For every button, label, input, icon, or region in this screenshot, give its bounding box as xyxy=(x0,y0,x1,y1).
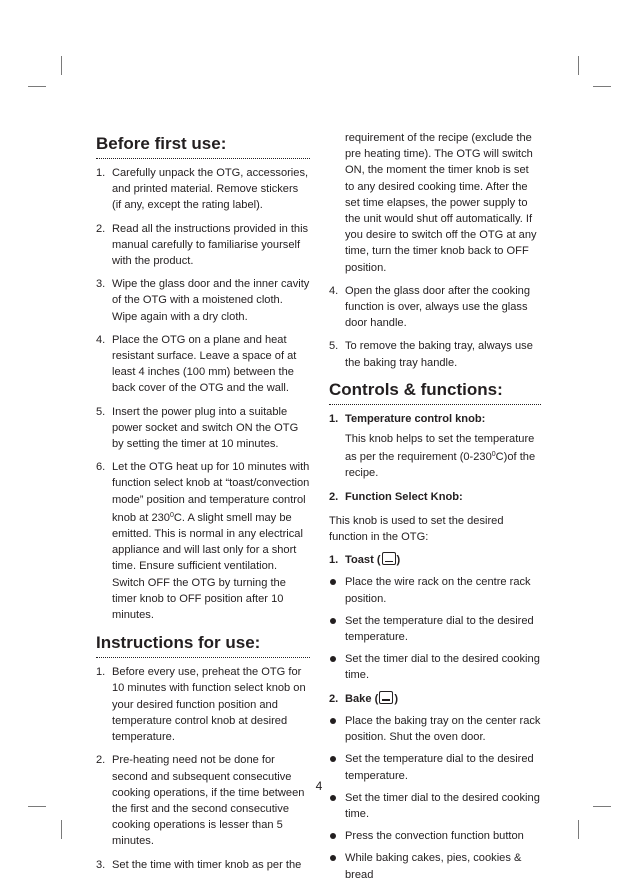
before-item xyxy=(96,332,310,397)
item-number: 2. xyxy=(329,692,339,705)
instruction-item xyxy=(96,857,310,873)
before-first-use-heading: Before first use: xyxy=(96,134,310,159)
function-knob-title xyxy=(329,489,541,505)
crop-mark xyxy=(61,820,62,839)
item-text: Set the time with timer knob as per the xyxy=(112,858,302,871)
bake-bullet xyxy=(329,713,541,745)
item-number: 5. xyxy=(96,405,106,418)
bullet-icon xyxy=(330,579,336,585)
item-number: 6. xyxy=(96,461,106,474)
item-number: 2. xyxy=(96,754,106,767)
item-label: Temperature control knob: xyxy=(345,412,486,425)
bullet-text: Set the temperature dial to the desired temperature. xyxy=(345,614,534,644)
bullet-text: While baking cakes, pies, cookies & bread xyxy=(345,852,522,881)
bullet-text: Place the baking tray on the center rack position. Shut the oven door. xyxy=(345,714,541,744)
bake-title xyxy=(329,691,541,707)
item-number: 3. xyxy=(96,858,106,871)
crop-mark xyxy=(593,86,611,87)
item-text: Insert the power plug into a suitable power socket and switch ON the OTG by setting the timer at 10 minutes. xyxy=(112,405,299,451)
before-item xyxy=(96,459,310,623)
item-number: 1. xyxy=(96,167,106,179)
crop-mark xyxy=(28,86,46,87)
bake-bullet xyxy=(329,828,541,844)
function-knob-text: This knob is used to set the desired function in the OTG: xyxy=(329,514,504,544)
item-text-part: Let the OTG heat up for 10 minutes with function select knob at “toast/convection mode” position and temperature control knob at 230 xyxy=(112,461,310,524)
item-number: 1. xyxy=(329,554,339,567)
item-text xyxy=(112,459,310,623)
degree-superscript: 0 xyxy=(491,451,496,459)
bullet-icon xyxy=(330,756,336,762)
item-text: Place the OTG on a plane and heat resistant surface. Leave a space of at least 4 inches (100 mm) between the back cover of the OTG and the wall. xyxy=(112,333,297,395)
item-number: 3. xyxy=(96,278,106,291)
crop-mark xyxy=(28,806,46,807)
instruction-item xyxy=(329,283,541,332)
item-number: 4. xyxy=(96,333,106,346)
instruction-item xyxy=(329,338,541,370)
bake-bullet xyxy=(329,850,541,882)
text-part: This knob helps to set the temperature as per the requirement (0-230 xyxy=(345,433,535,464)
bullet-icon xyxy=(330,833,336,839)
before-item xyxy=(96,221,310,270)
bullet-text: Set the timer dial to the desired cooking time. xyxy=(345,791,540,820)
temperature-knob-title xyxy=(329,411,541,427)
right-column xyxy=(329,130,541,883)
item-text: Open the glass door after the cooking function is over, always use the glass door handle. xyxy=(345,284,531,330)
bullet-text: Set the temperature dial to the desired temperature. xyxy=(345,753,534,782)
before-item xyxy=(96,165,310,214)
item-number: 2. xyxy=(96,222,106,235)
left-column xyxy=(96,130,310,873)
item-label: ) xyxy=(394,692,399,705)
toast-bullet xyxy=(329,574,541,606)
bullet-icon xyxy=(330,718,336,724)
bullet-text: Press the convection function button xyxy=(345,830,524,843)
bullet-icon xyxy=(330,618,336,624)
toast-icon xyxy=(382,552,396,565)
item-number: 2. xyxy=(329,490,339,503)
item-text: Before every use, preheat the OTG for 10 minutes with function select knob on your desired function position and temperature control knob at desired temperature. xyxy=(112,666,306,744)
crop-mark xyxy=(578,56,579,75)
item-number: 1. xyxy=(329,412,339,425)
item-text: Carefully unpack the OTG, accessories, and printed material. Remove stickers (if any, except the rating label). xyxy=(112,167,309,212)
degree-superscript: 0 xyxy=(169,511,174,519)
item-label: Function Select Knob: xyxy=(345,490,463,503)
instruction-item xyxy=(96,752,310,849)
item-text: Wipe the glass door and the inner cavity of the OTG with a moistened cloth. Wipe again with a dry cloth. xyxy=(112,278,310,323)
continued-text: requirement of the recipe (exclude the pre heating time). The OTG will switch ON, the moment the timer knob is set to any desired cooking time. After the set time elapses, the power supply to the unit would shut off automatically. If you desire to switch off the OTG at any time, turn the timer knob back to OFF position. xyxy=(345,132,537,274)
item-text-part: C. A slight smell may be emitted. This is normal in any electrical appliance and will last only for a short time. Ensure sufficient ventilation. Switch OFF the OTG by turning the timer knob to OFF position after 10 minutes. xyxy=(112,511,303,622)
item-number: 1. xyxy=(96,666,106,679)
temperature-knob-text xyxy=(329,431,541,482)
item-number: 5. xyxy=(329,340,339,353)
bullet-text: Place the wire rack on the centre rack position. xyxy=(345,576,531,605)
item-label: Toast ( xyxy=(345,554,381,567)
item-number: 4. xyxy=(329,284,339,297)
page-number: 4 xyxy=(315,779,323,793)
bullet-icon xyxy=(330,795,336,801)
instruction-item xyxy=(96,664,310,745)
item-label: Bake ( xyxy=(345,692,379,705)
bake-icon xyxy=(379,691,393,704)
item-text: Pre-heating need not be done for second and subsequent consecutive cooking operations, if the time between the first and the second consecutive cooking operations is lesser than 5 minutes. xyxy=(112,754,305,848)
toast-bullet xyxy=(329,651,541,683)
controls-heading: Controls & functions: xyxy=(329,380,541,405)
bullet-icon xyxy=(330,656,336,662)
crop-mark xyxy=(593,806,611,807)
text-part: C)of the recipe. xyxy=(345,451,536,480)
instructions-heading: Instructions for use: xyxy=(96,633,310,658)
bullet-text: Set the timer dial to the desired cooking time. xyxy=(345,653,540,682)
item-text: Read all the instructions provided in this manual carefully to familiarise yourself with the product. xyxy=(112,222,309,268)
toast-title xyxy=(329,552,541,568)
before-item xyxy=(96,404,310,453)
bake-bullet xyxy=(329,790,541,822)
toast-bullet xyxy=(329,613,541,645)
crop-mark xyxy=(578,820,579,839)
bullet-icon xyxy=(330,855,336,861)
before-item xyxy=(96,276,310,325)
crop-mark xyxy=(61,56,62,75)
item-label: ) xyxy=(396,554,401,567)
item-text: To remove the baking tray, always use the baking tray handle. xyxy=(345,340,533,369)
